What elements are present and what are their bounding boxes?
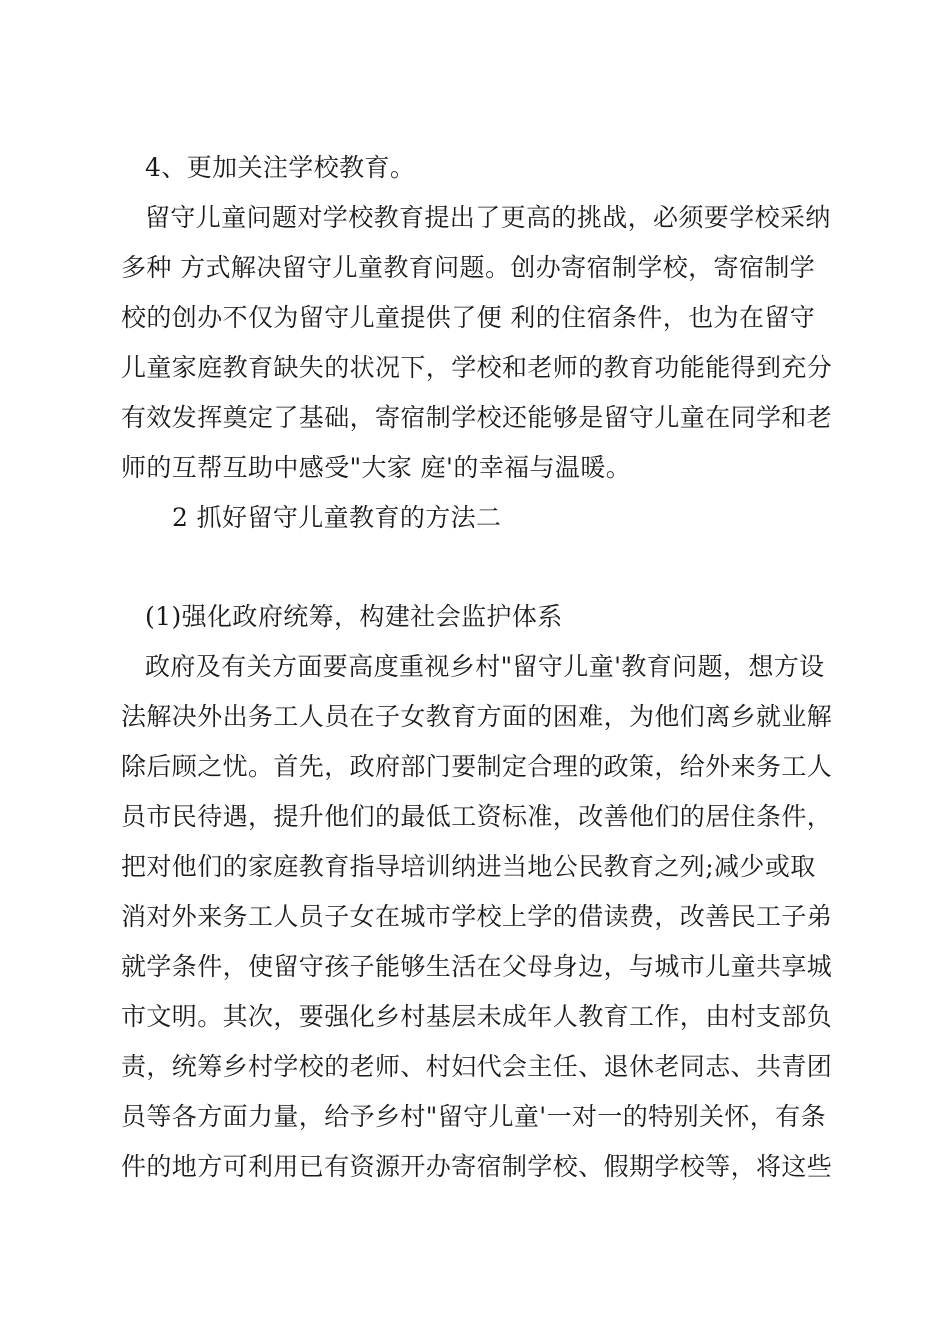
section-heading-school-education: 4、更加关注学校教育。 — [145, 153, 416, 182]
paragraph-line: 除后顾之忧。首先，政府部门要制定合理的政策，给外来务工人 — [121, 752, 833, 781]
paragraph-line: 员市民待遇，提升他们的最低工资标准，改善他们的居住条件， — [121, 802, 833, 831]
paragraph-line: 责，统筹乡村学校的老师、村妇代会主任、退休老同志、共青团 — [121, 1052, 833, 1081]
paragraph-line: 把对他们的家庭教育指导培训纳进当地公民教育之列;减少或取 — [121, 852, 816, 881]
paragraph-line: 留守儿童问题对学校教育提出了更高的挑战，必须要学校采纳 — [145, 203, 831, 232]
paragraph-line: 法解决外出务工人员在子女教育方面的困难，为他们离乡就业解 — [121, 702, 833, 731]
paragraph-line: 件的地方可利用已有资源开办寄宿制学校、假期学校等，将这些 — [121, 1152, 833, 1181]
paragraph-line: 多种 方式解决留守儿童教育问题。创办寄宿制学校，寄宿制学 — [121, 253, 816, 282]
paragraph-line: 校的创办不仅为留守儿童提供了便 利的住宿条件，也为在留守 — [121, 303, 816, 332]
paragraph-line: 儿童家庭教育缺失的状况下，学校和老师的教育功能能得到充分 — [121, 353, 833, 382]
section-heading-government: (1)强化政府统筹，构建社会监护体系 — [145, 602, 563, 631]
paragraph-line: 消对外来务工人员子女在城市学校上学的借读费，改善民工子弟 — [121, 902, 833, 931]
paragraph-line: 就学条件，使留守孩子能够生活在父母身边，与城市儿童共享城 — [121, 952, 833, 981]
paragraph-line: 市文明。其次，要强化乡村基层未成年人教育工作，由村支部负 — [121, 1002, 833, 1031]
paragraph-line: 有效发挥奠定了基础，寄宿制学校还能够是留守儿童在同学和老 — [121, 403, 833, 432]
paragraph-line: 师的互帮互助中感受"大家 庭'的幸福与温暖。 — [121, 453, 632, 482]
paragraph-line: 政府及有关方面要高度重视乡村"留守儿童'教育问题，想方设 — [145, 652, 825, 681]
section-title-method-two: 2 抓好留守儿童教育的方法二 — [172, 503, 502, 532]
paragraph-line: 员等各方面力量，给予乡村"留守儿童'一对一的特别关怀，有条 — [121, 1102, 826, 1131]
